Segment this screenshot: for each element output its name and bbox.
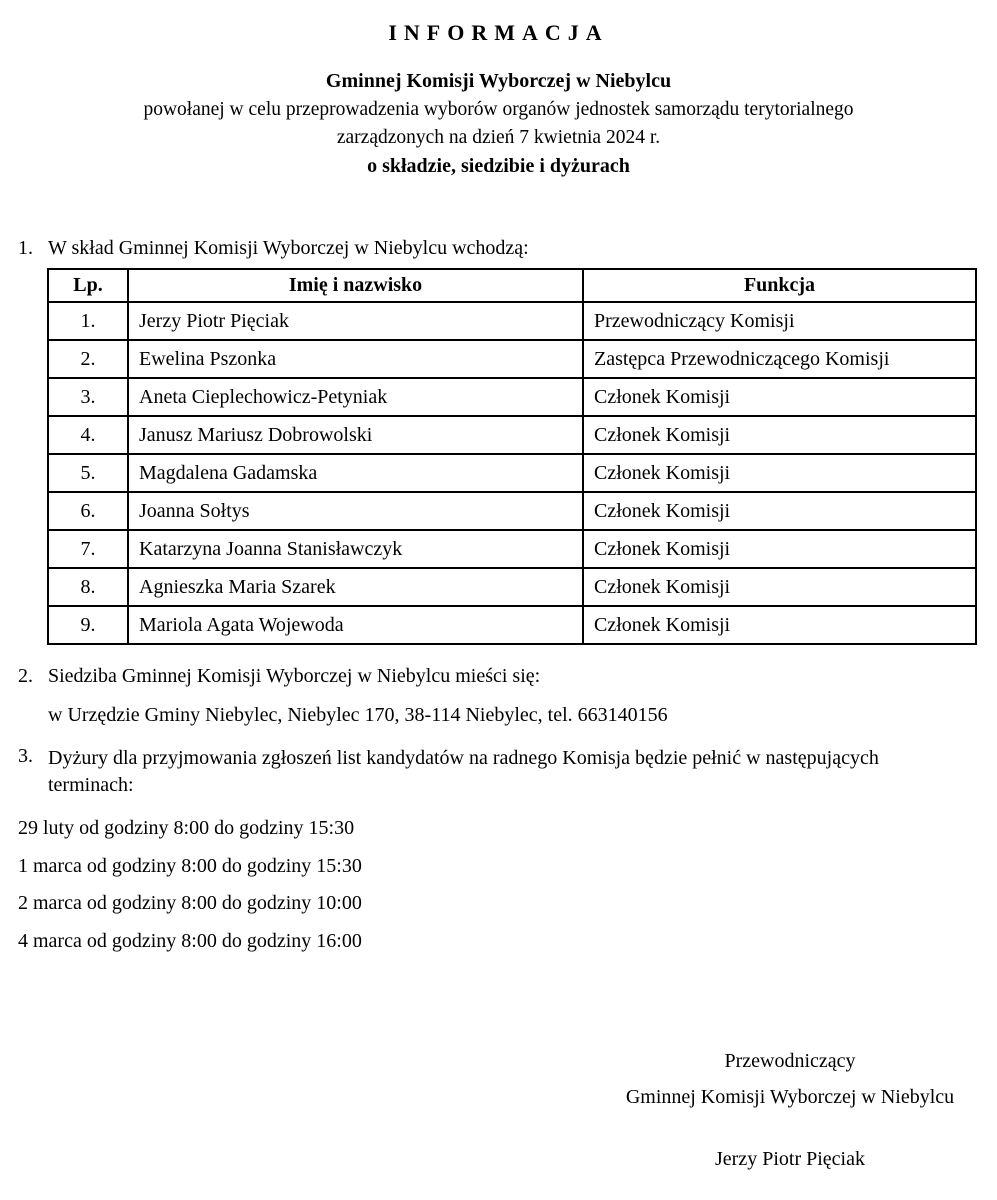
table-row	[48, 568, 976, 606]
column-header-name: Imię i nazwisko	[128, 269, 583, 302]
document-title: INFORMACJA	[388, 20, 609, 45]
list-item-1	[18, 237, 529, 260]
table-cell-lp: 2.	[48, 340, 128, 378]
table-cell-function: Członek Komisji	[583, 492, 976, 530]
table-row	[48, 492, 976, 530]
table-cell-name: Aneta Cieplechowicz-Petyniak	[128, 378, 583, 416]
table-cell-lp: 4.	[48, 416, 128, 454]
list-item-3	[18, 745, 963, 799]
table-cell-function: Przewodniczący Komisji	[583, 302, 976, 340]
commission-address: w Urzędzie Gminy Niebylec, Niebylec 170, 38-114 Niebylec, tel. 663140156	[48, 704, 668, 726]
table-cell-lp: 3.	[48, 378, 128, 416]
list-item-1-text: W skład Gminnej Komisji Wyborczej w Niebylcu wchodzą:	[48, 237, 529, 259]
table-header-row	[48, 269, 976, 302]
table-cell-lp: 7.	[48, 530, 128, 568]
table-row	[48, 378, 976, 416]
list-item-3-text: Dyżury dla przyjmowania zgłoszeń list kandydatów na radnego Komisja będzie pełnić w następujących terminach:	[48, 747, 879, 796]
table-cell-name: Mariola Agata Wojewoda	[128, 606, 583, 644]
table-row	[48, 530, 976, 568]
table-cell-name: Ewelina Pszonka	[128, 340, 583, 378]
signature-role-line-2: Gminnej Komisji Wyborczej w Niebylcu	[625, 1086, 955, 1108]
header-purpose-line: powołanej w celu przeprowadzenia wyborów organów jednostek samorządu terytorialnego	[143, 99, 854, 120]
list-item-2	[18, 665, 540, 688]
schedule-line: 4 marca od godziny 8:00 do godziny 16:00	[18, 929, 362, 952]
table-cell-lp: 1.	[48, 302, 128, 340]
commission-members-table	[47, 268, 977, 645]
table-cell-name: Magdalena Gadamska	[128, 454, 583, 492]
table-cell-lp: 8.	[48, 568, 128, 606]
list-item-1-number: 1.	[18, 237, 33, 259]
schedule-line: 1 marca od godziny 8:00 do godziny 15:30	[18, 854, 362, 877]
table-cell-function: Członek Komisji	[583, 416, 976, 454]
table-row	[48, 606, 976, 644]
table-cell-lp: 9.	[48, 606, 128, 644]
table-cell-function: Członek Komisji	[583, 454, 976, 492]
table-row	[48, 416, 976, 454]
schedule-line: 29 luty od godziny 8:00 do godziny 15:30	[18, 817, 355, 839]
list-item-2-text: Siedziba Gminnej Komisji Wyborczej w Niebylcu mieści się:	[48, 665, 541, 687]
document-subtitle: Gminnej Komisji Wyborczej w Niebylcu	[325, 70, 672, 92]
table-cell-function: Członek Komisji	[583, 606, 976, 644]
table-cell-lp: 5.	[48, 454, 128, 492]
list-item-3-number: 3.	[18, 745, 33, 767]
table-cell-name: Katarzyna Joanna Stanisławczyk	[128, 530, 583, 568]
header-subject-line: o składzie, siedzibie i dyżurach	[367, 155, 630, 177]
table-row	[48, 340, 976, 378]
list-item-2-number: 2.	[18, 665, 33, 687]
table-cell-function: Członek Komisji	[583, 568, 976, 606]
table-cell-function: Zastępca Przewodniczącego Komisji	[583, 340, 976, 378]
table-cell-function: Członek Komisji	[583, 378, 976, 416]
signature-role-line-1: Przewodniczący	[724, 1050, 856, 1072]
signature-block	[590, 1050, 990, 1170]
table-cell-name: Agnieszka Maria Szarek	[128, 568, 583, 606]
table-cell-lp: 6.	[48, 492, 128, 530]
table-row	[48, 302, 976, 340]
table-cell-name: Joanna Sołtys	[128, 492, 583, 530]
table-cell-name: Janusz Mariusz Dobrowolski	[128, 416, 583, 454]
column-header-function: Funkcja	[583, 269, 976, 302]
table-cell-function: Członek Komisji	[583, 530, 976, 568]
header-date-line: zarządzonych na dzień 7 kwietnia 2024 r.	[336, 127, 661, 148]
schedule-line: 2 marca od godziny 8:00 do godziny 10:00	[18, 892, 362, 914]
table-row	[48, 454, 976, 492]
duty-schedule	[18, 817, 362, 967]
column-header-lp: Lp.	[48, 269, 128, 302]
signature-name: Jerzy Piotr Pięciak	[715, 1148, 865, 1170]
table-cell-name: Jerzy Piotr Pięciak	[128, 302, 583, 340]
